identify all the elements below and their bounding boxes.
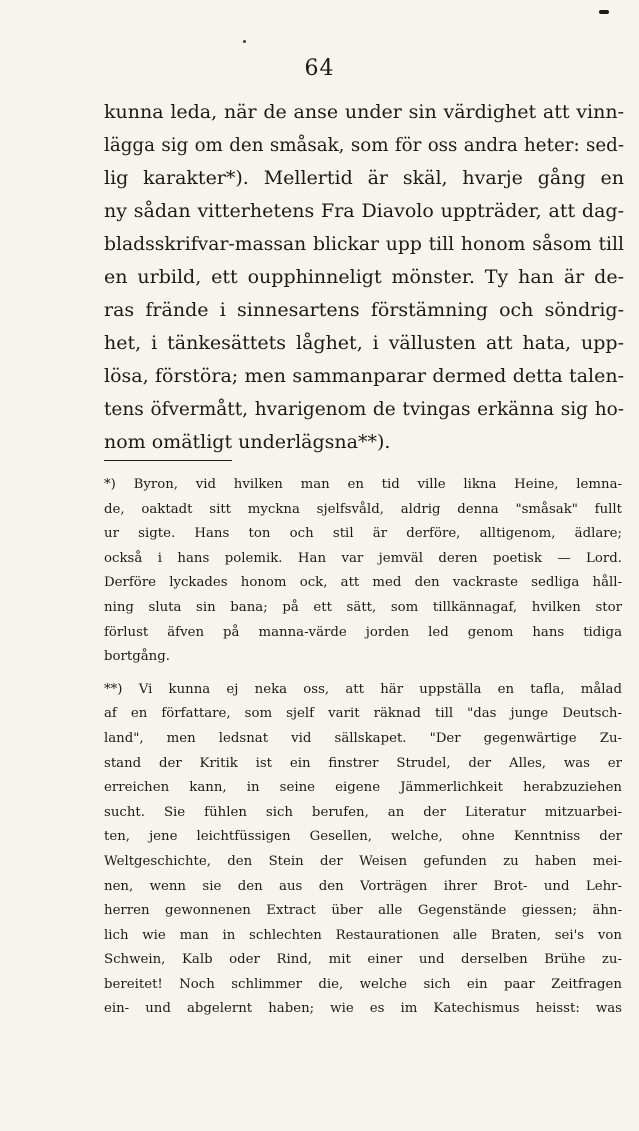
footnote-line: Schwein, Kalb oder Rind, mit einer und derselben Brühe zu- bbox=[104, 952, 622, 968]
footnote-line: ning sluta sin bana; på ett sätt, som tillkännagaf, hvilken stor bbox=[104, 599, 622, 615]
footnote-line: nen, wenn sie den aus den Vorträgen ihrer Brot- und Lehr- bbox=[104, 878, 622, 894]
footnote-line: *) Byron, vid hvilken man en tid ville likna Heine, lemna- bbox=[104, 477, 622, 492]
footnote-line: sucht. Sie fühlen sich berufen, an der Literatur mitzuarbei- bbox=[104, 804, 622, 820]
footnotes bbox=[104, 473, 622, 1022]
ink-mark bbox=[599, 10, 609, 14]
footnote-line: erreichen kann, in seine eigene Jämmerlichkeit herabzuziehen bbox=[104, 780, 622, 796]
footnote-line: förlust äfven på manna-värde jorden led genom hans tidiga bbox=[104, 624, 622, 640]
body-line: bladsskrifvar-massan blickar upp till honom såsom till bbox=[104, 234, 624, 255]
footnote-line: lich wie man in schlechten Restaurationen alle Braten, sei's von bbox=[104, 927, 622, 943]
body-line: lig karakter*). Mellertid är skäl, hvarje gång en bbox=[104, 167, 624, 189]
footnote-line: ein- und abgelernt haben; wie es im Katechismus heisst: was bbox=[104, 1001, 622, 1017]
footnote-line: bereitet! Noch schlimmer die, welche sich ein paar Zeitfragen bbox=[104, 976, 622, 992]
main-text bbox=[104, 96, 624, 459]
footnote-line: Derföre lyckades honom ock, att med den vackraste sedliga håll- bbox=[104, 575, 622, 591]
body-line: tens öfvermått, hvarigenom de tvingas erkänna sig ho- bbox=[104, 399, 624, 420]
footnote-line: också i hans polemik. Han var jemväl deren poetisk — Lord. bbox=[104, 550, 622, 566]
footnote-line: bortgång. bbox=[104, 649, 170, 665]
footnote-line: de, oaktadt sitt myckna sjelfsvåld, aldrig denna "småsak" fullt bbox=[104, 501, 622, 517]
body-line: lägga sig om den småsak, som för oss andra heter: sed- bbox=[104, 135, 624, 156]
footnote-line: Weltgeschichte, den Stein der Weisen gefunden zu haben mei- bbox=[104, 853, 622, 869]
footnote-line: land", men ledsnat vid sällskapet. "Der gegenwärtige Zu- bbox=[104, 730, 622, 746]
footnote-2 bbox=[104, 678, 622, 1022]
body-line: lösa, förstöra; men sammanparar dermed detta talen- bbox=[104, 365, 624, 387]
body-line: ras frände i sinnesartens förstämning och söndrig- bbox=[104, 299, 624, 321]
footnote-1 bbox=[104, 473, 622, 670]
body-line: ny sådan vitterhetens Fra Diavolo uppträder, att dag- bbox=[104, 200, 624, 222]
footnote-line: stand der Kritik ist ein finstrer Strudel, der Alles, was er bbox=[104, 755, 622, 771]
body-line: het, i tänkesättets låghet, i vällusten att hata, upp- bbox=[104, 332, 624, 354]
footnote-line: herren gewonnenen Extract über alle Gegenstände giessen; ähn- bbox=[104, 903, 622, 919]
ink-speck bbox=[243, 40, 246, 43]
footnote-line: ur sigte. Hans ton och stil är derföre, alltigenom, ädlare; bbox=[104, 526, 622, 542]
footnote-line: af en författare, som sjelf varit räknad till "das junge Deutsch- bbox=[104, 706, 622, 722]
footnote-line: ten, jene leichtfüssigen Gesellen, welche, ohne Kenntniss der bbox=[104, 829, 622, 845]
footnote-line: **) Vi kunna ej neka oss, att här uppställa en tafla, målad bbox=[104, 681, 622, 697]
page-number: 64 bbox=[304, 56, 335, 81]
footnote-spacer bbox=[104, 670, 622, 678]
footnote-divider bbox=[104, 460, 232, 461]
body-line: kunna leda, när de anse under sin värdighet att vinn- bbox=[104, 101, 624, 123]
body-line: en urbild, ett oupphinneligt mönster. Ty han är de- bbox=[104, 266, 624, 288]
body-line: nom omätligt underlägsna**). bbox=[104, 431, 391, 453]
